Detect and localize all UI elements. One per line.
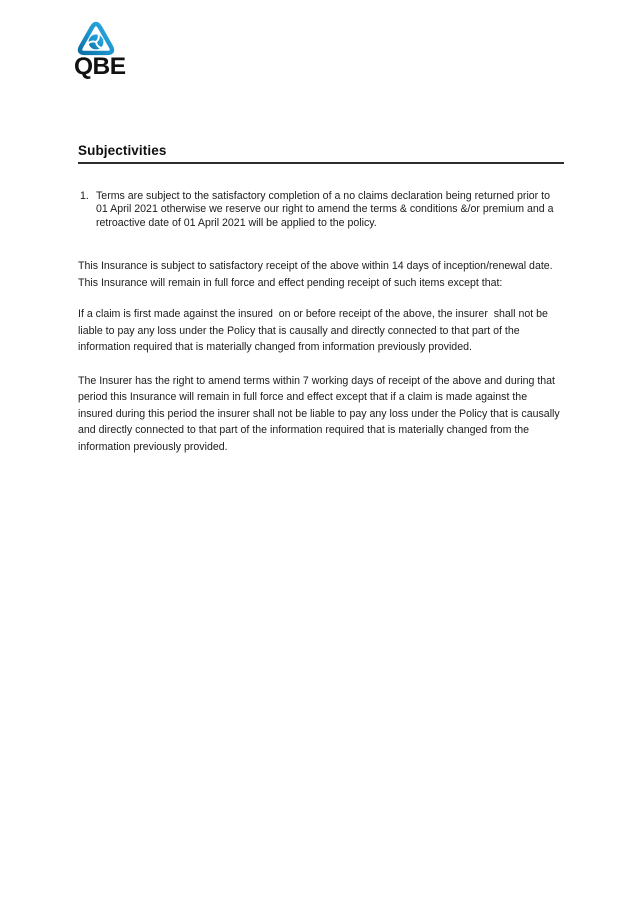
paragraph-claim-before-receipt: If a claim is first made against the insured on or before receipt of the above, the insurer shall not be liable to pay any loss under the Policy that is causally and directly connected to that part of the information required that is materially changed from information previously provided. [78, 308, 551, 354]
paragraph-receipt-terms: This Insurance is subject to satisfactory receipt of the above within 14 days of inception/renewal date. This Insurance will remain in full force and effect pending receipt of such items except that: [78, 260, 556, 289]
qbe-logo [74, 20, 126, 80]
list-item-number: 1. [80, 190, 89, 202]
paragraph-insurer-amend-rights: The Insurer has the right to amend terms within 7 working days of receipt of the above and during that period this Insurance will remain in full force and effect except that if a claim is made against the insured during this period the insurer shall not be liable to pay any loss under the Policy that is causally and directly connected to that part of the information required that is materially changed from the information previously provided. [78, 374, 563, 453]
page-title: Subjectivities [78, 143, 564, 164]
qbe-wordmark: QBE [74, 53, 126, 80]
list-item [80, 190, 564, 230]
list-item-text: Terms are subject to the satisfactory completion of a no claims declaration being returned prior to 01 April 2021 otherwise we reserve our right to amend the terms & conditions &/or premium and a retroactive date of 01 April 2021 will be applied to the policy. [96, 190, 557, 229]
subjectivities-list [78, 190, 564, 230]
document-content [78, 143, 564, 455]
